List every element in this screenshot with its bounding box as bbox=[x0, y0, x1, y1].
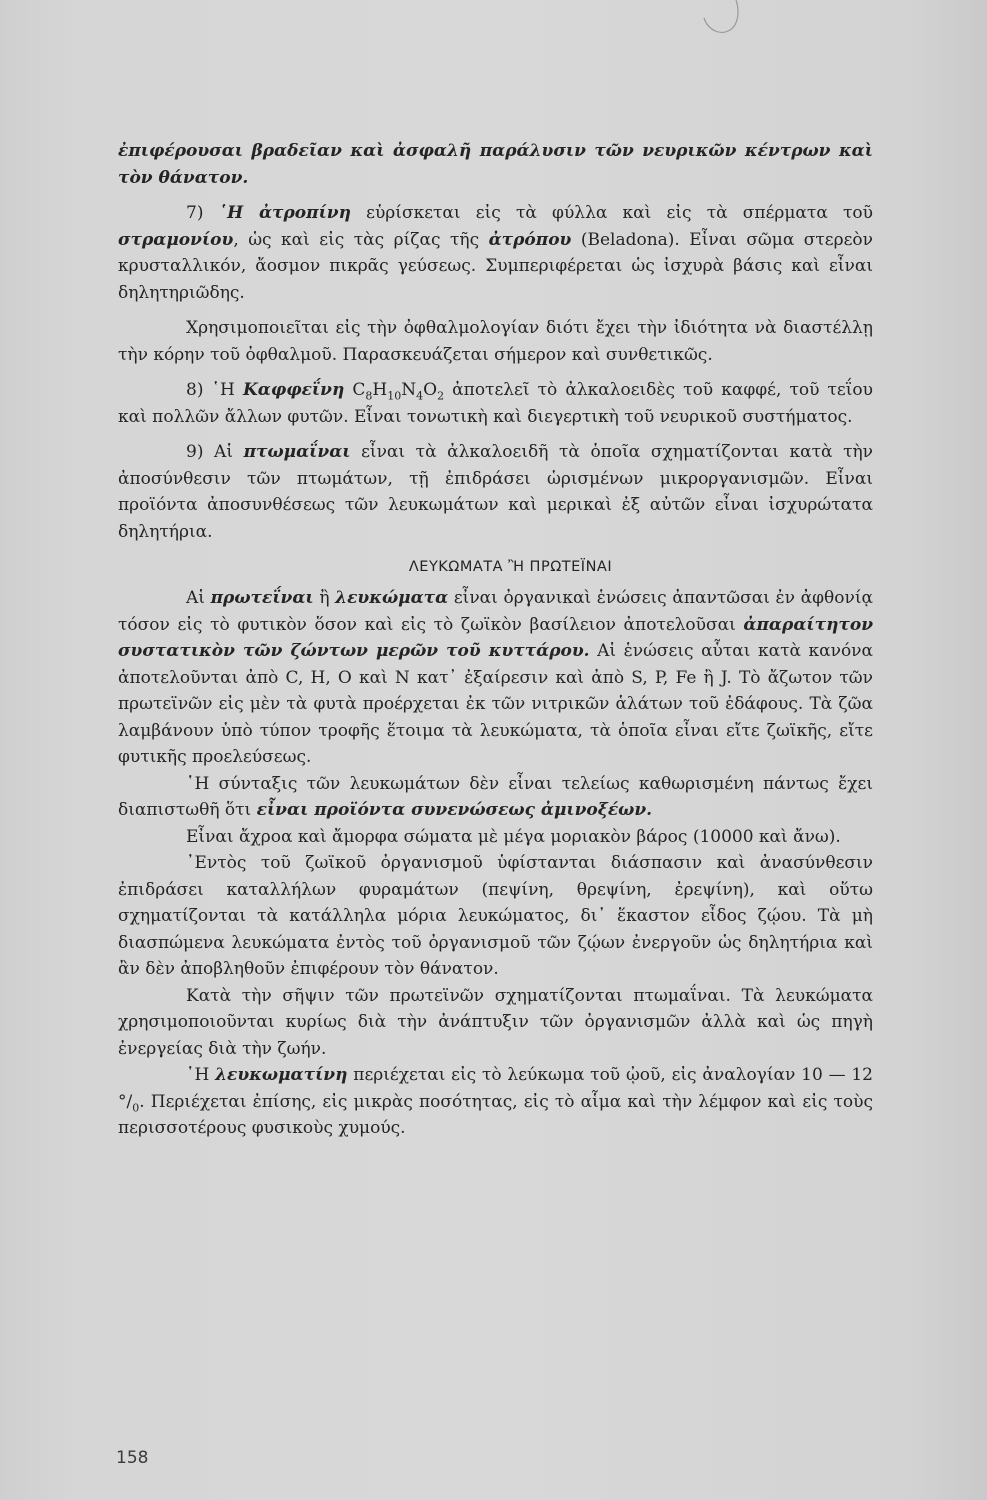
emphasized-term: λευκωματίνη bbox=[215, 1065, 348, 1085]
text-run: C bbox=[344, 380, 366, 400]
text-run: εὑρίσκεται εἰς τὰ φύλλα καὶ εἰς τὰ σπέρματα τοῦ bbox=[350, 203, 873, 223]
subscript: 10 bbox=[387, 389, 402, 403]
text-run: ῾Η σύνταξις τῶν λευκωμάτων δὲν εἶναι τελείως καθωρισμένη πάντως ἔχει διαπιστωθῆ ὅτι bbox=[118, 773, 873, 820]
emphasized-term: ἀτρόπου bbox=[488, 229, 572, 250]
text-run: ἐπιφέρουσαι βραδεῖαν καὶ ἀσφαλῆ παράλυσιν τῶν νευρικῶν κέντρων καὶ τὸν θάνατον. bbox=[118, 141, 873, 188]
emphasized-term: στραμονίου bbox=[118, 229, 234, 250]
pencil-mark bbox=[700, 0, 760, 40]
text-run: Κατὰ τὴν σῆψιν τῶν πρωτεϊνῶν σχηματίζονται πτωμαΐναι. Τὰ λευκώματα χρησιμοποιοῦνται κυρίως διὰ τὴν ἀνάπτυξιν τῶν ὀργανισμῶν ἀλλὰ καὶ ὡς πηγὴ ἐνεργείας διὰ τὴν ζωήν. bbox=[118, 985, 873, 1059]
paragraph-atropine bbox=[118, 200, 873, 306]
text-run: περιέχεται εἰς τὸ λεύκωμα τοῦ ᾠοῦ, εἰς ἀναλογίαν 10 — 12 °/ bbox=[118, 1065, 874, 1112]
paragraph-atropine-use bbox=[118, 315, 873, 368]
text-run: ἢ bbox=[313, 588, 336, 608]
emphasized-term: εἶναι προϊόντα συνενώσεως ἀμινοξέων. bbox=[256, 800, 653, 820]
text-run: H bbox=[372, 380, 388, 400]
paragraph-protein-properties bbox=[118, 824, 873, 851]
subscript: 8 bbox=[365, 389, 373, 403]
text-run: ῾Η bbox=[186, 1065, 216, 1085]
text-run: Εἶναι ἄχροα καὶ ἄμορφα σώματα μὲ μέγα μοριακὸν βάρος (10000 καὶ ἄνω). bbox=[186, 826, 841, 847]
text-run: Αἱ ἑνώσεις αὗται κατὰ κανόνα ἀποτελοῦνται ἀπὸ C, H, O καὶ N κατ᾽ ἐξαίρεσιν καὶ ἀπὸ S, P, Fe ἢ J. Τὸ ἄζωτον τῶν πρωτεϊνῶν εἰς μὲν τὰ φυτὰ προέρχεται ἐκ τῶν νιτρικῶν ἁλάτων τοῦ ἐδάφους. Τὰ ζῶα λαμβάνουν ὑπὸ τύπον τροφῆς ἕτοιμα τὰ λευκώματα, τὰ ὁποῖα εἶναι εἴτε ζωϊκῆς, εἴτε φυτικῆς προελεύσεως. bbox=[118, 641, 873, 767]
page-number: 158 bbox=[116, 1448, 149, 1468]
subscript: 2 bbox=[437, 389, 445, 403]
paragraph-caffeine bbox=[118, 377, 873, 430]
text-run: (Beladona). Εἶναι σῶμα στερεὸν κρυσταλλικόν, ἄοσμον πικρᾶς γεύσεως. Συμπεριφέρεται ὡς ἰσχυρὰ βάσις καὶ εἶναι δηλητηριῶδης. bbox=[118, 229, 873, 303]
text-run: 8) ῾Η bbox=[186, 380, 243, 400]
text-run: N bbox=[401, 380, 417, 400]
text-run: . Περιέχεται ἐπίσης, εἰς μικρὰς ποσότητας, εἰς τὸ αἷμα καὶ τὴν λέμφον καὶ εἰς τοὺς περισσοτέρους φυσικοὺς χυμούς. bbox=[118, 1091, 873, 1138]
text-run: Χρησιμοποιεῖται εἰς τὴν ὀφθαλμολογίαν διότι ἔχει τὴν ἰδιότητα νὰ διαστέλλῃ τὴν κόρην τοῦ ὀφθαλμοῦ. Παρασκευάζεται σήμερον καὶ συνθετικῶς. bbox=[118, 318, 873, 365]
text-run: εἶναι ὀργανικαὶ ἑνώσεις ἀπαντῶσαι ἐν ἀφθονίᾳ τόσον εἰς τὸ φυτικὸν ὅσον καὶ εἰς τὸ ζωϊκὸν βασίλειον ἀποτελοῦσαι bbox=[118, 588, 873, 635]
paragraph-protein-decay bbox=[118, 983, 873, 1063]
text-run: , ὡς καὶ εἰς τὰς ρίζας τῆς bbox=[233, 229, 489, 250]
subscript: 4 bbox=[416, 389, 424, 403]
section-heading bbox=[118, 555, 873, 579]
text-run: 7) bbox=[186, 203, 219, 223]
emphasized-term: πρωτεΐναι bbox=[210, 588, 314, 608]
emphasized-term: πτωμαΐναι bbox=[243, 442, 351, 462]
emphasized-term: Καφφεΐνη bbox=[242, 380, 345, 400]
text-run: 9) Αἱ bbox=[186, 442, 244, 462]
emphasized-term: λευκώματα bbox=[335, 588, 449, 608]
paragraph-protein-structure bbox=[118, 771, 873, 824]
text-run: ἀποτελεῖ τὸ ἀλκαλοειδὲς τοῦ καφφέ, τοῦ τεΐου καὶ πολλῶν ἄλλων φυτῶν. Εἶναι τονωτικὴ καὶ διεγερτικὴ τοῦ νευρικοῦ συστήματος. bbox=[118, 380, 873, 427]
paragraph-albumin bbox=[118, 1062, 873, 1142]
emphasized-term: ῾Η ἀτροπίνη bbox=[218, 203, 351, 223]
emphasized-term: ἀπαραίτητον συστατικὸν τῶν ζώντων μερῶν τοῦ κυττάρου. bbox=[118, 614, 873, 661]
page-text bbox=[118, 138, 873, 1142]
text-run: εἶναι τὰ ἀλκαλοειδῆ τὰ ὁποῖα σχηματίζονται κατὰ τὴν ἀποσύνθεσιν τῶν πτωμάτων, τῇ ἐπιδράσει ὡρισμένων μικροργανισμῶν. Εἶναι προϊόντα ἀποσυνθέσεως τῶν λευκωμάτων καὶ μερικαὶ ἐξ αὐτῶν εἶναι ἰσχυρώτατα δηλητήρια. bbox=[118, 442, 873, 542]
subscript: 0 bbox=[132, 1100, 140, 1114]
text-run: O bbox=[423, 380, 438, 400]
paragraph-protein-metabolism bbox=[118, 850, 873, 983]
text-run: Αἱ bbox=[186, 588, 211, 608]
paragraph-ptomaines bbox=[118, 439, 873, 545]
text-run: ᾿Εντὸς τοῦ ζωϊκοῦ ὀργανισμοῦ ὑφίστανται διάσπασιν καὶ ἀνασύνθεσιν ἐπιδράσει καταλλήλων φυραμάτων (πεψίνη, θρεψίνη, ἐρεψίνη), καὶ οὕτω σχηματίζονται τὰ κατάλληλα μόρια λευκώματος, δι᾽ ἕκαστον εἶδος ζῴου. Τὰ μὴ διασπώμενα λευκώματα ἐντὸς τοῦ ὀργανισμοῦ τῶν ζῴων ἐνεργοῦν ὡς δηλητήρια καὶ ἂν δὲν ἀποβληθοῦν ἐπιφέρουν τὸν θάνατον. bbox=[118, 853, 873, 979]
text-run: ΛΕΥΚΩΜΑΤΑ Ἢ ΠΡΩΤΕΪΝΑΙ bbox=[408, 559, 613, 575]
paragraph-continuation bbox=[118, 138, 873, 191]
paragraph-proteins bbox=[118, 585, 873, 771]
